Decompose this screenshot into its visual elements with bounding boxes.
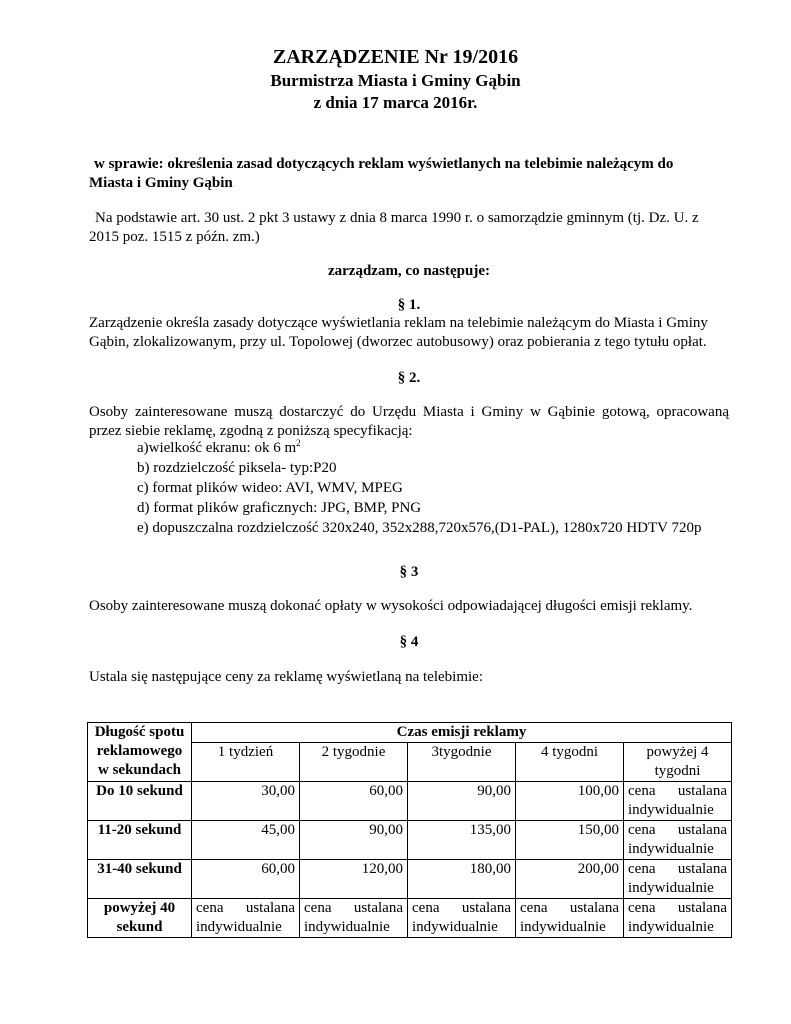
price-cell: 120,00 xyxy=(300,860,408,899)
individual-line: cena ustalana xyxy=(628,861,727,877)
individual-price-cell xyxy=(624,860,732,899)
spec-item-c: c) format plików wideo: AVI, WMV, MPEG xyxy=(137,480,403,496)
ordering-clause: zarządzam, co następuje: xyxy=(327,263,491,279)
individual-line: indywidualnie xyxy=(628,880,714,896)
header-line: reklamowego xyxy=(96,743,183,759)
label-line: powyżej 40 xyxy=(103,900,176,916)
individual-line: indywidualnie xyxy=(628,802,714,818)
price-cell: 45,00 xyxy=(192,821,300,860)
section-1-heading: § 1. xyxy=(397,297,421,313)
section-1-line: Gąbin, zlokalizowanym, przy ul. Topolowej (dworzec autobusowy) oraz pobierania z tego tytułu opłat. xyxy=(89,334,707,350)
section-2-body xyxy=(89,403,729,441)
legal-basis-line: 2015 poz. 1515 z późn. zm.) xyxy=(89,229,260,245)
individual-line: cena ustalana xyxy=(412,900,511,916)
document-title: ZARZĄDZENIE Nr 19/2016 xyxy=(272,46,519,68)
individual-line: cena ustalana xyxy=(520,900,619,916)
label-line: sekund xyxy=(116,919,163,935)
individual-price-cell xyxy=(516,899,624,938)
individual-price-cell xyxy=(192,899,300,938)
section-3-heading: § 3 xyxy=(399,564,419,580)
period-header: 2 tygodnie xyxy=(300,743,408,782)
individual-line: indywidualnie xyxy=(196,919,282,935)
section-2-line: przez siebie reklamę, zgodną z poniższą specyfikacją: xyxy=(89,423,413,439)
price-cell: 90,00 xyxy=(300,821,408,860)
document-date: z dnia 17 marca 2016r. xyxy=(313,93,478,112)
individual-line: cena ustalana xyxy=(196,900,295,916)
section-4-body: Ustala się następujące ceny za reklamę wyświetlaną na telebimie: xyxy=(89,669,483,685)
section-2-heading: § 2. xyxy=(397,370,421,386)
price-cell: 180,00 xyxy=(408,860,516,899)
section-4-heading: § 4 xyxy=(399,634,419,650)
price-cell: 200,00 xyxy=(516,860,624,899)
legal-basis xyxy=(89,209,729,247)
spec-item-a xyxy=(137,438,701,458)
header-line: tygodni xyxy=(654,763,701,779)
legal-basis-line: Na podstawie art. 30 ust. 2 pkt 3 ustawy z dnia 8 marca 1990 r. o samorządzie gminnym (tj. Dz. U. z xyxy=(95,210,699,226)
section-2-line: Osoby zainteresowane muszą dostarczyć do Urzędu Miasta i Gminy w Gąbinie gotową, opracowaną xyxy=(89,404,729,420)
price-cell: 60,00 xyxy=(192,860,300,899)
individual-line: indywidualnie xyxy=(628,841,714,857)
row-label: 11-20 sekund xyxy=(88,821,192,860)
individual-price-cell xyxy=(300,899,408,938)
row-label: 31-40 sekund xyxy=(88,860,192,899)
price-table xyxy=(87,722,732,938)
period-header: 1 tydzień xyxy=(192,743,300,782)
header-line: powyżej 4 xyxy=(646,744,709,760)
row-label: Do 10 sekund xyxy=(88,782,192,821)
table-row xyxy=(88,782,732,821)
individual-line: indywidualnie xyxy=(412,919,498,935)
individual-price-cell xyxy=(408,899,516,938)
table-row xyxy=(88,860,732,899)
header-line: Długość spotu xyxy=(94,724,185,740)
individual-line: cena ustalana xyxy=(304,900,403,916)
emission-time-header: Czas emisji reklamy xyxy=(192,723,732,743)
header-line: w sekundach xyxy=(98,762,181,778)
individual-line: cena ustalana xyxy=(628,900,727,916)
spec-item-b: b) rozdzielczość piksela- typ:P20 xyxy=(137,460,337,476)
length-column-header xyxy=(88,723,192,782)
table-row xyxy=(88,899,732,938)
specification-list xyxy=(137,438,701,538)
document-issuer: Burmistrza Miasta i Gminy Gąbin xyxy=(270,71,521,90)
subject-line: w sprawie: określenia zasad dotyczących reklam wyświetlanych na telebimie należącym do xyxy=(94,156,674,172)
subject xyxy=(89,155,729,193)
subject-line: Miasta i Gminy Gąbin xyxy=(89,175,233,191)
period-header xyxy=(624,743,732,782)
price-cell: 100,00 xyxy=(516,782,624,821)
period-header: 4 tygodni xyxy=(516,743,624,782)
section-1-body xyxy=(89,314,729,352)
section-3-body: Osoby zainteresowane muszą dokonać opłaty w wysokości odpowiadającej długości emisji reklamy. xyxy=(89,598,693,614)
price-cell: 150,00 xyxy=(516,821,624,860)
section-1-line: Zarządzenie określa zasady dotyczące wyświetlania reklam na telebimie należącym do Miasta i Gminy xyxy=(89,315,708,331)
spec-item-e: e) dopuszczalna rozdzielczość 320x240, 352x288,720x576,(D1-PAL), 1280x720 HDTV 720p xyxy=(137,520,702,536)
individual-line: indywidualnie xyxy=(304,919,390,935)
spec-superscript: 2 xyxy=(296,438,301,448)
price-cell: 30,00 xyxy=(192,782,300,821)
price-cell: 135,00 xyxy=(408,821,516,860)
spec-item-text: a)wielkość ekranu: ok 6 m xyxy=(137,440,297,456)
individual-line: indywidualnie xyxy=(520,919,606,935)
individual-price-cell xyxy=(624,782,732,821)
table-row xyxy=(88,821,732,860)
period-header: 3tygodnie xyxy=(408,743,516,782)
individual-line: cena ustalana xyxy=(628,783,727,799)
individual-line: indywidualnie xyxy=(628,919,714,935)
individual-line: cena ustalana xyxy=(628,822,727,838)
price-cell: 60,00 xyxy=(300,782,408,821)
row-label xyxy=(88,899,192,938)
price-cell: 90,00 xyxy=(408,782,516,821)
spec-item-d: d) format plików graficznych: JPG, BMP, PNG xyxy=(137,500,422,516)
individual-price-cell xyxy=(624,899,732,938)
individual-price-cell xyxy=(624,821,732,860)
table-header-row xyxy=(88,723,732,743)
